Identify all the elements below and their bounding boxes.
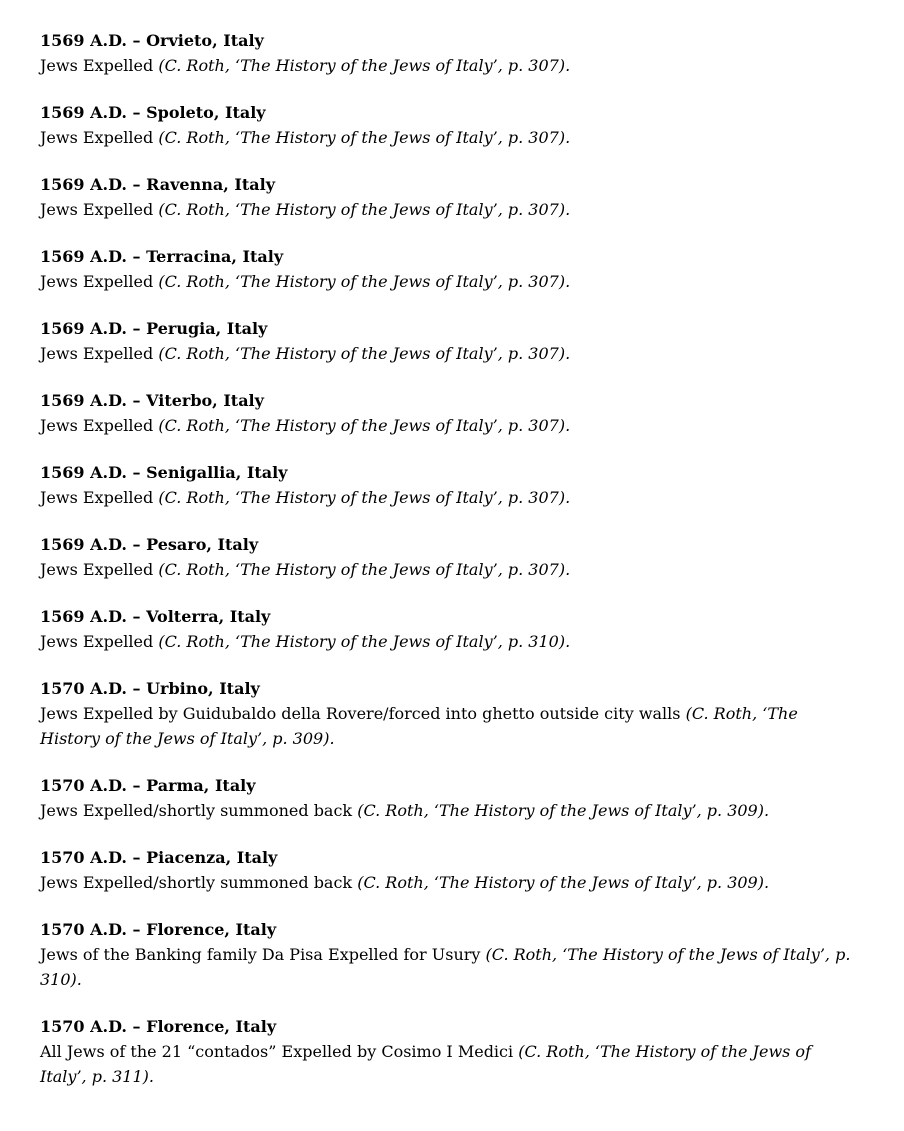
entry-body — [40, 197, 860, 222]
entry-title: 1570 A.D. – Piacenza, Italy — [40, 848, 278, 867]
entry-senigallia — [40, 461, 860, 510]
entry-citation: (C. Roth, ‘The History of the Jews of Italy’, p. 309). — [357, 873, 770, 892]
entry-florence-contados — [40, 1015, 860, 1089]
entry-title: 1569 A.D. – Spoleto, Italy — [40, 103, 266, 122]
entry-citation: (C. Roth, ‘The History of the Jews of Italy’, p. 307). — [158, 560, 571, 579]
entry-citation: (C. Roth, ‘The History of the Jews of Italy’, p. 307). — [158, 416, 571, 435]
entry-title: 1569 A.D. – Volterra, Italy — [40, 607, 271, 626]
entry-text: Jews Expelled — [40, 344, 159, 363]
entry-title: 1570 A.D. – Florence, Italy — [40, 920, 277, 939]
entry-title: 1569 A.D. – Terracina, Italy — [40, 247, 284, 266]
entry-body — [40, 125, 860, 150]
entry-title: 1570 A.D. – Urbino, Italy — [40, 679, 260, 698]
entry-orvieto — [40, 29, 860, 78]
entry-body — [40, 341, 860, 366]
entry-text: Jews Expelled — [40, 632, 159, 651]
entry-title: 1570 A.D. – Florence, Italy — [40, 1017, 277, 1036]
entry-text: Jews of the Banking family Da Pisa Expelled for Usury — [40, 945, 486, 964]
entry-title: 1569 A.D. – Orvieto, Italy — [40, 31, 264, 50]
entry-citation: (C. Roth, ‘The History of the Jews of Italy’, p. 310). — [158, 632, 571, 651]
entry-body — [40, 269, 860, 294]
entry-title: 1569 A.D. – Viterbo, Italy — [40, 391, 264, 410]
document-page — [40, 29, 860, 1112]
entry-citation: (C. Roth, ‘The History of the Jews of Italy’, p. 311). — [40, 1042, 811, 1086]
entry-body — [40, 629, 860, 654]
entry-ravenna — [40, 173, 860, 222]
entry-text: Jews Expelled/shortly summoned back — [40, 801, 358, 820]
entry-text: All Jews of the 21 “contados” Expelled by Cosimo I Medici — [40, 1042, 519, 1061]
entry-citation: (C. Roth, ‘The History of the Jews of Italy’, p. 310). — [40, 945, 851, 989]
entry-title: 1569 A.D. – Ravenna, Italy — [40, 175, 275, 194]
entry-body — [40, 53, 860, 78]
entry-pesaro — [40, 533, 860, 582]
entry-parma — [40, 774, 860, 823]
entry-viterbo — [40, 389, 860, 438]
entry-citation: (C. Roth, ‘The History of the Jews of Italy’, p. 307). — [158, 200, 571, 219]
entry-text: Jews Expelled — [40, 416, 159, 435]
entry-body — [40, 798, 860, 823]
entry-text: Jews Expelled by Guidubaldo della Rovere/forced into ghetto outside city walls — [40, 704, 686, 723]
entry-citation: (C. Roth, ‘The History of the Jews of Italy’, p. 307). — [158, 128, 571, 147]
entry-spoleto — [40, 101, 860, 150]
entry-citation: (C. Roth, ‘The History of the Jews of Italy’, p. 307). — [158, 488, 571, 507]
entry-title: 1569 A.D. – Senigallia, Italy — [40, 463, 288, 482]
entry-piacenza — [40, 846, 860, 895]
entry-text: Jews Expelled — [40, 272, 159, 291]
entry-text: Jews Expelled — [40, 488, 159, 507]
entry-body — [40, 1039, 860, 1089]
entry-body — [40, 485, 860, 510]
entry-text: Jews Expelled — [40, 128, 159, 147]
entry-body — [40, 557, 860, 582]
entry-text: Jews Expelled — [40, 56, 159, 75]
entry-body — [40, 701, 860, 751]
entry-perugia — [40, 317, 860, 366]
entry-citation: (C. Roth, ‘The History of the Jews of Italy’, p. 307). — [158, 56, 571, 75]
entry-text: Jews Expelled/shortly summoned back — [40, 873, 358, 892]
entry-title: 1569 A.D. – Perugia, Italy — [40, 319, 268, 338]
entry-body — [40, 413, 860, 438]
entry-text: Jews Expelled — [40, 560, 159, 579]
entry-citation: (C. Roth, ‘The History of the Jews of Italy’, p. 307). — [158, 272, 571, 291]
entry-body — [40, 942, 860, 992]
entry-text: Jews Expelled — [40, 200, 159, 219]
entry-body — [40, 870, 860, 895]
entry-title: 1569 A.D. – Pesaro, Italy — [40, 535, 259, 554]
entry-urbino — [40, 677, 860, 751]
entry-title: 1570 A.D. – Parma, Italy — [40, 776, 256, 795]
entry-citation: (C. Roth, ‘The History of the Jews of Italy’, p. 309). — [357, 801, 770, 820]
entry-volterra — [40, 605, 860, 654]
entry-citation: (C. Roth, ‘The History of the Jews of Italy’, p. 309). — [40, 704, 798, 748]
entry-florence-banking — [40, 918, 860, 992]
entry-citation: (C. Roth, ‘The History of the Jews of Italy’, p. 307). — [158, 344, 571, 363]
entry-terracina — [40, 245, 860, 294]
